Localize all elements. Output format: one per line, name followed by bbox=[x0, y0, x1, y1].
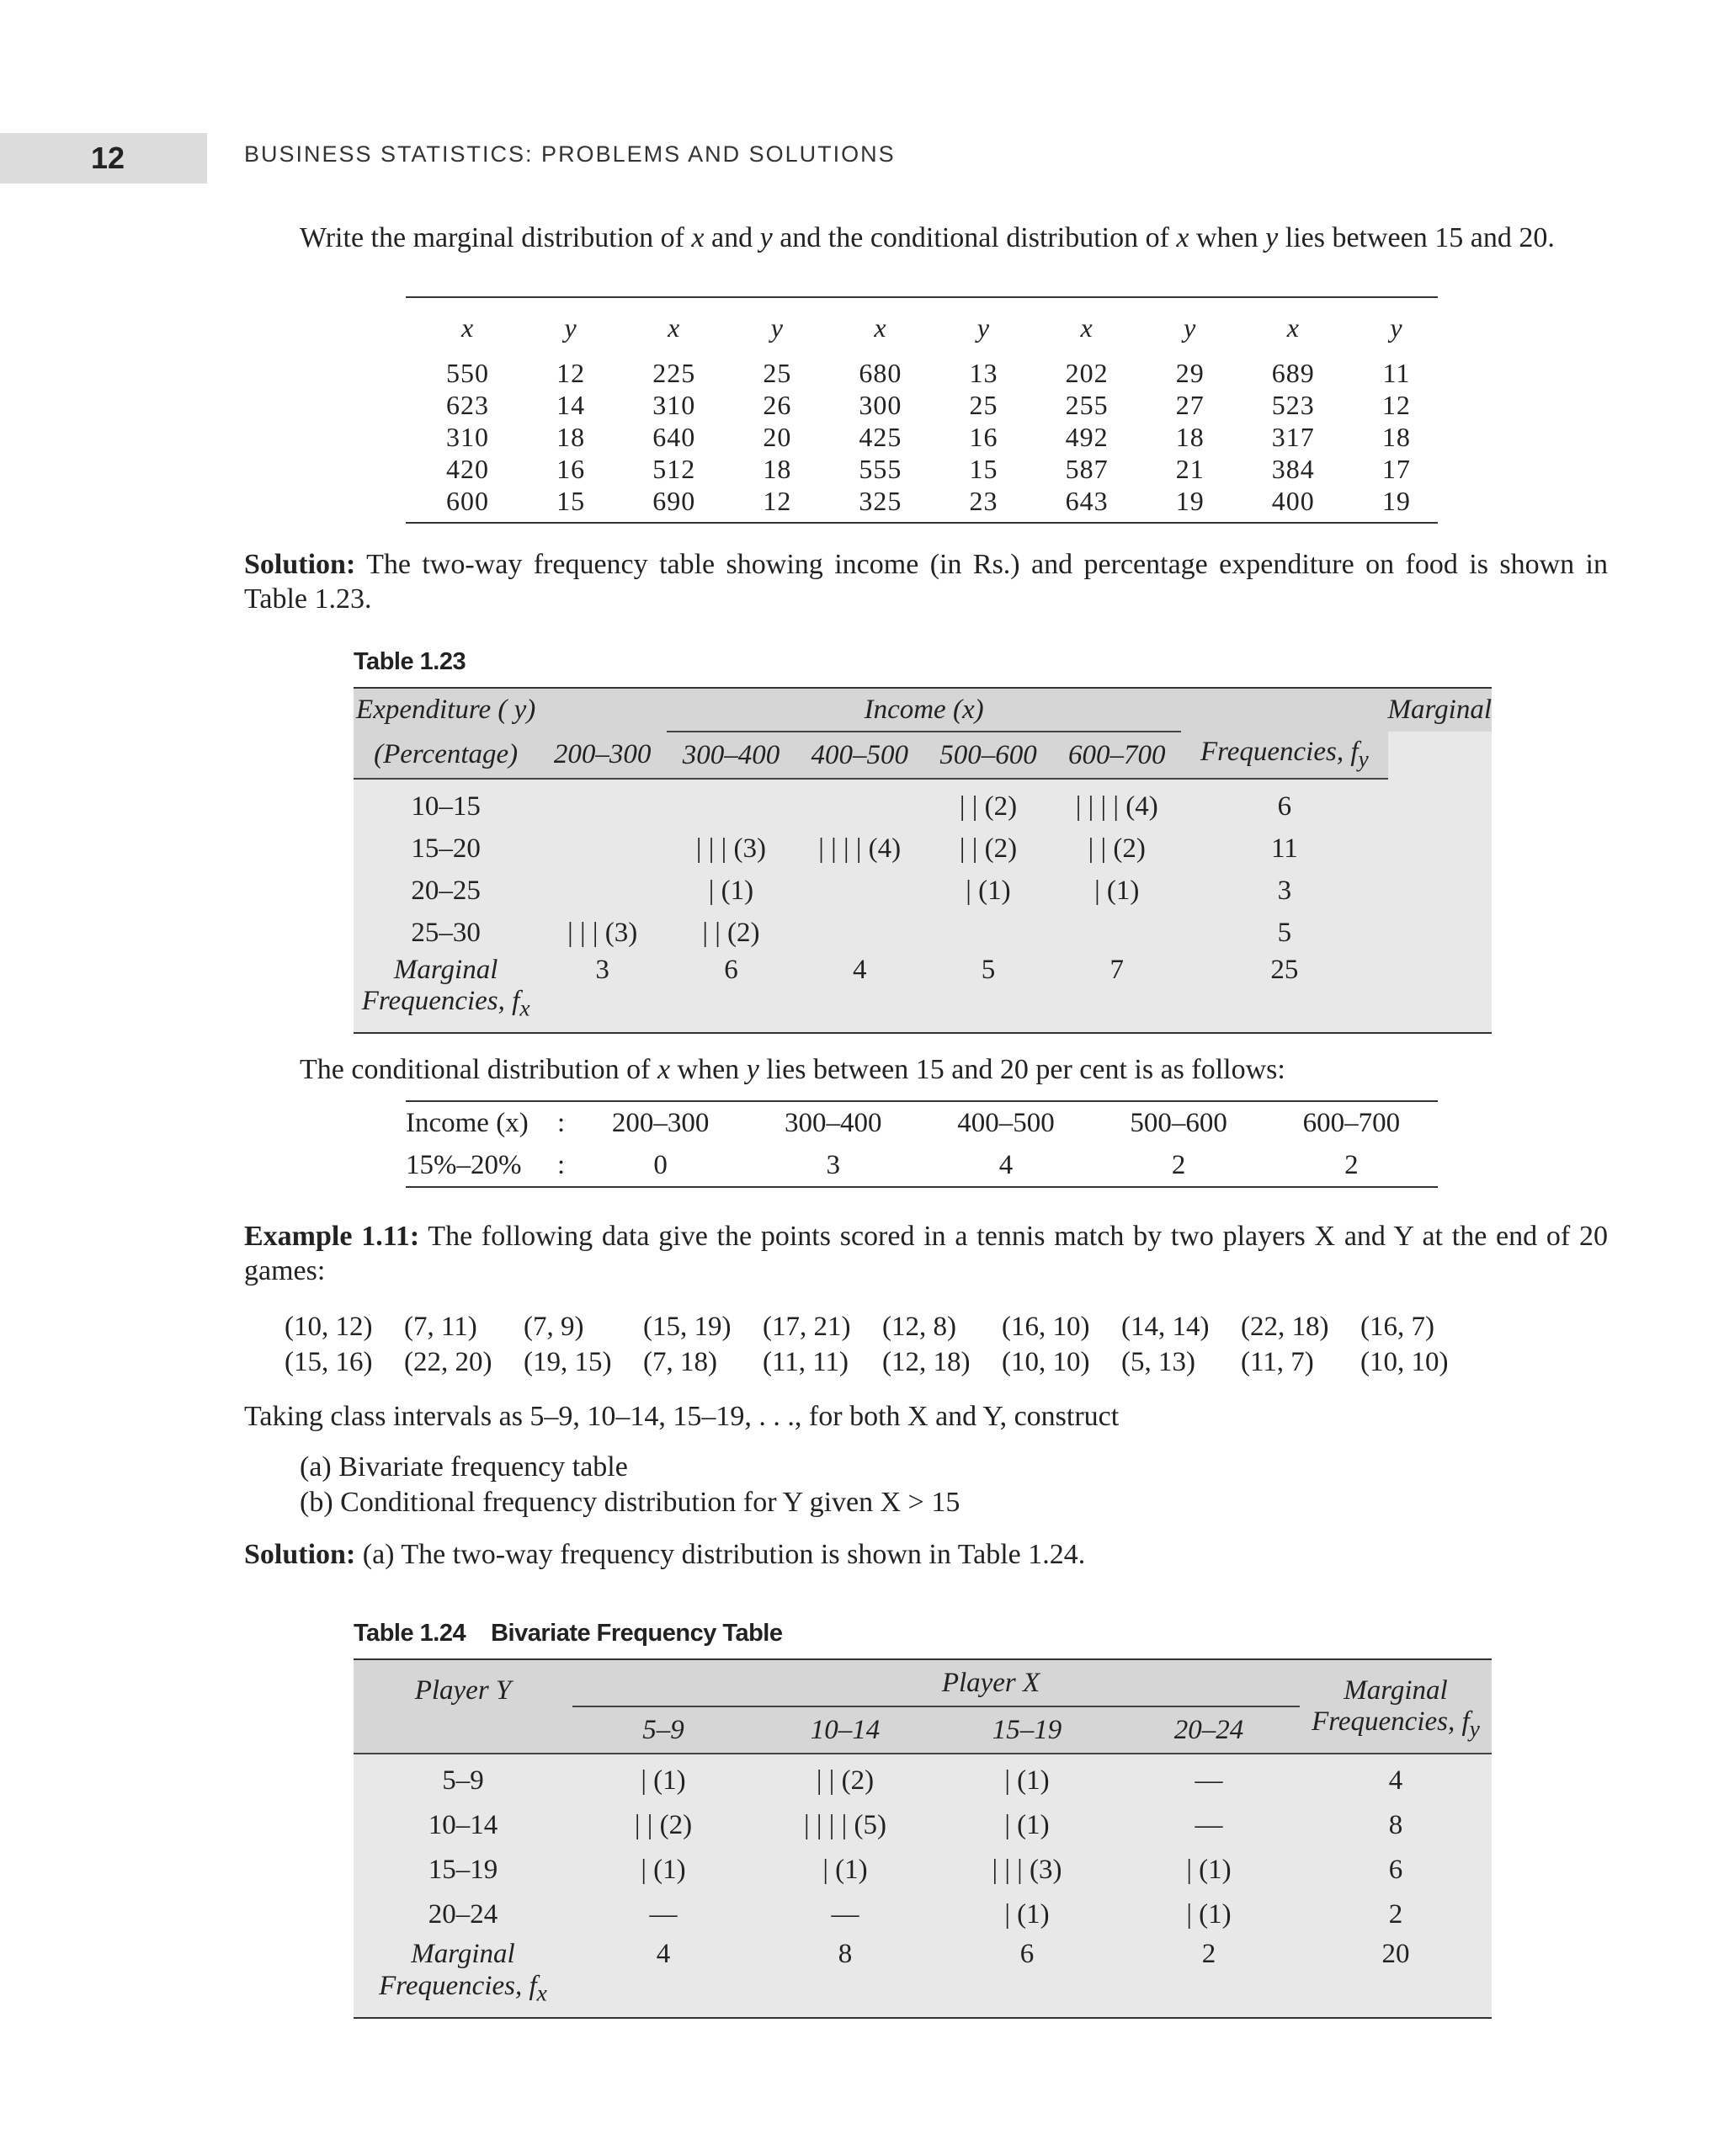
raw-cell: 255 bbox=[1065, 389, 1109, 420]
tally-cell: | (1) bbox=[641, 1765, 686, 1796]
marginal-value: 6 bbox=[724, 954, 738, 985]
tally-cell bbox=[538, 785, 667, 828]
tally-cell: | | | | (4) bbox=[1075, 791, 1158, 822]
conditional-paragraph: The conditional distribution of x when y lies between 15 and 20 per cent is as follows: bbox=[300, 1054, 1285, 1085]
tally-cell: | (1) bbox=[1004, 1810, 1050, 1840]
raw-cell: 555 bbox=[859, 453, 902, 484]
freq-row bbox=[354, 1892, 1492, 1937]
raw-cell: 225 bbox=[652, 357, 696, 388]
row-header: Expenditure ( y) bbox=[354, 688, 538, 732]
raw-cell: 18 bbox=[556, 421, 586, 452]
row-total: 2 bbox=[1388, 1899, 1403, 1930]
data-pair: (10, 12) bbox=[285, 1312, 373, 1342]
row-label: 25–30 bbox=[411, 917, 481, 948]
conditional-table bbox=[406, 1100, 1438, 1188]
raw-cell: 11 bbox=[1382, 357, 1411, 388]
freq-row bbox=[354, 912, 1492, 954]
cond-income: 500–600 bbox=[1130, 1107, 1227, 1138]
raw-cell: 492 bbox=[1065, 421, 1109, 452]
raw-cell: 425 bbox=[859, 421, 902, 452]
row-total: 4 bbox=[1388, 1765, 1403, 1796]
raw-cell: 689 bbox=[1271, 357, 1315, 388]
marginal-value: 4 bbox=[852, 954, 867, 985]
group-header-player-x: Player X bbox=[572, 1659, 1300, 1706]
tally-cell: | | | | (4) bbox=[818, 833, 902, 864]
tally-cell: | (1) bbox=[708, 875, 754, 906]
cond-income: 600–700 bbox=[1302, 1107, 1401, 1138]
data-pair: (11, 11) bbox=[763, 1347, 849, 1377]
cond-count-row bbox=[406, 1144, 1438, 1187]
marginal-value: 7 bbox=[1109, 954, 1124, 985]
raw-row bbox=[406, 485, 1438, 517]
solution-2-paragraph: Solution: (a) The two-way frequency distribution is shown in Table 1.24. bbox=[244, 1539, 1086, 1570]
raw-col-header: y bbox=[564, 311, 577, 343]
data-pairs-row-2 bbox=[285, 1344, 1480, 1380]
table-1-24 bbox=[354, 1658, 1492, 2019]
page-number: 12 bbox=[0, 133, 207, 184]
table-1-23 bbox=[354, 687, 1492, 1034]
raw-cell: 19 bbox=[1381, 485, 1411, 516]
tally-cell: | (1) bbox=[1004, 1765, 1050, 1796]
marginal-value: 5 bbox=[981, 954, 996, 985]
raw-cell: 18 bbox=[763, 453, 792, 484]
freq-row bbox=[354, 828, 1492, 870]
data-pair: (12, 8) bbox=[882, 1312, 956, 1342]
raw-cell: 623 bbox=[446, 389, 490, 420]
data-pairs-row-1 bbox=[285, 1309, 1480, 1344]
col-header: 200–300 bbox=[538, 732, 667, 779]
tally-cell bbox=[667, 785, 795, 828]
raw-cell: 15 bbox=[969, 453, 998, 484]
tally-cell: — bbox=[1195, 1810, 1223, 1840]
tally-cell: | (1) bbox=[1186, 1855, 1232, 1885]
raw-cell: 317 bbox=[1271, 421, 1315, 452]
raw-cell: 13 bbox=[969, 357, 998, 388]
raw-cell: 16 bbox=[556, 453, 586, 484]
row-label: 20–24 bbox=[428, 1899, 498, 1930]
table-1-24-caption: Table 1.24 Bivariate Frequency Table bbox=[354, 1620, 783, 1647]
raw-cell: 400 bbox=[1271, 485, 1315, 516]
data-pair: (19, 15) bbox=[524, 1347, 612, 1377]
row-total: 8 bbox=[1388, 1810, 1403, 1840]
row-total: 3 bbox=[1277, 875, 1292, 906]
colon: : bbox=[557, 1149, 566, 1180]
freq-row bbox=[354, 785, 1492, 828]
grand-total: 20 bbox=[1381, 1938, 1410, 1969]
raw-row bbox=[406, 453, 1438, 485]
row-label: 10–14 bbox=[428, 1810, 498, 1840]
col-header: 300–400 bbox=[667, 732, 795, 779]
freq-row bbox=[354, 1759, 1492, 1803]
marginal-value: 3 bbox=[595, 954, 609, 985]
raw-cell: 16 bbox=[969, 421, 998, 452]
row-header-sub: (Percentage) bbox=[354, 732, 538, 779]
raw-cell: 25 bbox=[763, 357, 792, 388]
colon: : bbox=[557, 1107, 566, 1138]
raw-col-header: y bbox=[1390, 311, 1403, 343]
col-header: 600–700 bbox=[1052, 732, 1181, 779]
row-label: 5–9 bbox=[442, 1765, 484, 1796]
raw-cell: 15 bbox=[556, 485, 586, 516]
subtask-b: (b) Conditional frequency distribution for Y given X > 15 bbox=[300, 1487, 960, 1518]
cond-count: 4 bbox=[998, 1149, 1014, 1180]
marginal-row bbox=[354, 1937, 1492, 1971]
tally-cell bbox=[795, 870, 924, 912]
data-pair: (10, 10) bbox=[1002, 1347, 1090, 1377]
raw-col-header: x bbox=[1286, 311, 1300, 343]
data-pair: (5, 13) bbox=[1121, 1347, 1195, 1377]
tally-cell: | | (2) bbox=[959, 833, 1018, 864]
row-total: 6 bbox=[1277, 791, 1292, 822]
data-pair: (16, 10) bbox=[1002, 1312, 1090, 1342]
cond-income: 200–300 bbox=[611, 1107, 710, 1138]
raw-cell: 12 bbox=[763, 485, 792, 516]
raw-cell: 18 bbox=[1175, 421, 1205, 452]
tally-cell: | | | (3) bbox=[992, 1855, 1062, 1885]
data-pair: (16, 7) bbox=[1360, 1312, 1434, 1342]
row-spacer bbox=[354, 779, 1492, 785]
raw-cell: 17 bbox=[1381, 453, 1411, 484]
intro-paragraph: Write the marginal distribution of x and y and the conditional distribution of x when y lies between 15 and 20. bbox=[300, 222, 1555, 253]
raw-cell: 23 bbox=[969, 485, 998, 516]
raw-col-header: y bbox=[1184, 311, 1197, 343]
raw-cell: 25 bbox=[969, 389, 998, 420]
data-pair: (15, 16) bbox=[285, 1347, 373, 1377]
marginal-value: 8 bbox=[838, 1938, 853, 1969]
tally-cell: — bbox=[1195, 1765, 1223, 1796]
raw-body bbox=[406, 357, 1438, 523]
marginal-value: 2 bbox=[1201, 1938, 1216, 1969]
data-pair: (12, 18) bbox=[882, 1347, 971, 1377]
cond-income: 400–500 bbox=[957, 1107, 1055, 1138]
data-pair: (10, 10) bbox=[1360, 1347, 1449, 1377]
raw-cell: 690 bbox=[652, 485, 696, 516]
tally-cell bbox=[538, 828, 667, 870]
row-header: Player Y bbox=[354, 1659, 572, 1706]
tally-cell bbox=[795, 785, 924, 828]
tally-cell: — bbox=[649, 1899, 678, 1930]
freq-row bbox=[354, 1803, 1492, 1848]
raw-cell: 643 bbox=[1065, 485, 1109, 516]
col-header: 20–24 bbox=[1118, 1706, 1300, 1754]
marginal-header-sub: Frequencies, $f_y$ bbox=[1300, 1706, 1492, 1754]
tally-cell: | (1) bbox=[966, 875, 1011, 906]
raw-cell: 587 bbox=[1065, 453, 1109, 484]
cond-count: 0 bbox=[653, 1149, 668, 1180]
row-label: 15–20 bbox=[411, 833, 481, 864]
tally-cell: | | | (3) bbox=[695, 833, 766, 864]
table-1-24-body bbox=[354, 1754, 1492, 1937]
row-total: 11 bbox=[1270, 833, 1298, 864]
running-title: BUSINESS STATISTICS: PROBLEMS AND SOLUTIONS bbox=[244, 141, 896, 167]
marginal-row-label-sub: Frequencies, $f_x$ bbox=[379, 1971, 547, 2006]
col-header: 500–600 bbox=[924, 732, 1053, 779]
cond-count: 3 bbox=[826, 1149, 841, 1180]
col-header: 400–500 bbox=[795, 732, 924, 779]
raw-cell: 20 bbox=[763, 421, 792, 452]
raw-col-header: x bbox=[874, 311, 887, 343]
raw-row bbox=[406, 421, 1438, 453]
example-paragraph: Example 1.11: The following data give the points scored in a tennis match by two players X and Y at the end of 20 games: bbox=[244, 1221, 1608, 1286]
subtask-a: (a) Bivariate frequency table bbox=[300, 1451, 628, 1483]
raw-col-header: x bbox=[668, 311, 681, 343]
tally-cell bbox=[924, 912, 1053, 954]
row-total: 5 bbox=[1277, 917, 1292, 948]
tally-cell bbox=[1052, 912, 1181, 954]
marginal-row-label-sub: Frequencies, $f_x$ bbox=[361, 986, 530, 1021]
raw-spacer bbox=[406, 517, 1438, 523]
tally-cell bbox=[795, 912, 924, 954]
raw-cell: 600 bbox=[446, 485, 490, 516]
raw-cell: 384 bbox=[1271, 453, 1315, 484]
solution-1-paragraph: Solution: The two-way frequency table showing income (in Rs.) and percentage expenditure on food is shown in Table 1.23. bbox=[244, 549, 1608, 615]
row-label: 20–25 bbox=[411, 875, 481, 906]
data-pair: (17, 21) bbox=[763, 1312, 851, 1342]
raw-cell: 512 bbox=[652, 453, 696, 484]
freq-row bbox=[354, 1848, 1492, 1892]
marginal-row-label: Marginal bbox=[393, 954, 498, 985]
cond-row-label: 15%–20% bbox=[406, 1149, 522, 1180]
raw-data-table bbox=[406, 296, 1438, 524]
raw-cell: 640 bbox=[652, 421, 696, 452]
marginal-value: 4 bbox=[656, 1938, 671, 1969]
data-pair: (22, 18) bbox=[1241, 1312, 1329, 1342]
marginal-row-label: Marginal bbox=[411, 1938, 515, 1969]
tally-cell: | (1) bbox=[1094, 875, 1140, 906]
marginal-row bbox=[354, 954, 1492, 986]
marginal-header-sub: Frequencies, $f_y$ bbox=[1181, 732, 1387, 779]
raw-cell: 523 bbox=[1271, 389, 1315, 420]
cond-income: 300–400 bbox=[785, 1107, 882, 1138]
col-header: 5–9 bbox=[572, 1706, 754, 1754]
raw-cell: 12 bbox=[556, 357, 586, 388]
marginal-header: Marginal bbox=[1388, 688, 1492, 732]
data-pair: (7, 18) bbox=[643, 1347, 717, 1377]
data-pair: (7, 11) bbox=[404, 1312, 477, 1342]
cond-row-label: Income (x) bbox=[406, 1107, 529, 1138]
raw-cell: 550 bbox=[446, 357, 490, 388]
tally-cell: | (1) bbox=[641, 1855, 686, 1885]
data-pair: (22, 20) bbox=[404, 1347, 492, 1377]
tally-cell: | | (2) bbox=[959, 791, 1018, 822]
table-1-23-body bbox=[354, 779, 1492, 954]
marginal-header: Marginal bbox=[1300, 1659, 1492, 1706]
raw-cell: 12 bbox=[1381, 389, 1411, 420]
raw-cell: 27 bbox=[1175, 389, 1205, 420]
col-header: 10–14 bbox=[754, 1706, 936, 1754]
tally-cell: — bbox=[831, 1899, 859, 1930]
raw-cell: 29 bbox=[1175, 357, 1205, 388]
raw-cell: 18 bbox=[1381, 421, 1411, 452]
raw-cell: 420 bbox=[446, 453, 490, 484]
task-paragraph: Taking class intervals as 5–9, 10–14, 15–19, . . ., for both X and Y, construct bbox=[244, 1401, 1120, 1432]
tally-cell: | | (2) bbox=[702, 917, 760, 948]
data-pair: (14, 14) bbox=[1121, 1312, 1210, 1342]
tally-cell bbox=[538, 870, 667, 912]
group-header-income: Income (x) bbox=[667, 688, 1181, 732]
raw-cell: 325 bbox=[859, 485, 902, 516]
raw-cell: 680 bbox=[859, 357, 902, 388]
cond-count: 2 bbox=[1171, 1149, 1186, 1180]
col-header: 15–19 bbox=[936, 1706, 1118, 1754]
data-pair: (15, 19) bbox=[643, 1312, 732, 1342]
raw-cell: 310 bbox=[652, 389, 696, 420]
tally-cell: | (1) bbox=[1004, 1899, 1050, 1930]
tally-cell: | | (2) bbox=[1088, 833, 1146, 864]
raw-col-header: y bbox=[770, 311, 784, 343]
data-pair: (7, 9) bbox=[524, 1312, 584, 1342]
raw-col-header: x bbox=[1080, 311, 1093, 343]
table-1-23-caption: Table 1.23 bbox=[354, 648, 466, 675]
tally-cell: | | (2) bbox=[634, 1810, 693, 1840]
raw-row bbox=[406, 357, 1438, 389]
tally-cell: | (1) bbox=[1186, 1899, 1232, 1930]
row-label: 15–19 bbox=[428, 1855, 498, 1885]
raw-cell: 26 bbox=[763, 389, 792, 420]
data-pair: (11, 7) bbox=[1241, 1347, 1314, 1377]
raw-col-header: y bbox=[976, 311, 991, 343]
tally-cell: | | (2) bbox=[816, 1765, 875, 1796]
grand-total: 25 bbox=[1270, 954, 1299, 985]
tally-cell: | | | (3) bbox=[567, 917, 638, 948]
row-label: 10–15 bbox=[411, 791, 481, 822]
raw-header-row bbox=[406, 297, 1438, 357]
tally-cell: | (1) bbox=[822, 1855, 868, 1885]
raw-cell: 21 bbox=[1175, 453, 1205, 484]
cond-count: 2 bbox=[1344, 1149, 1359, 1180]
raw-cell: 19 bbox=[1175, 485, 1205, 516]
raw-cell: 310 bbox=[446, 421, 490, 452]
row-total: 6 bbox=[1388, 1855, 1403, 1885]
raw-cell: 14 bbox=[556, 389, 586, 420]
cond-income-row bbox=[406, 1101, 1438, 1144]
raw-cell: 202 bbox=[1065, 357, 1109, 388]
tally-cell: | | | | (5) bbox=[804, 1810, 886, 1840]
raw-col-header: x bbox=[460, 311, 475, 343]
marginal-value: 6 bbox=[1019, 1938, 1035, 1969]
freq-row bbox=[354, 870, 1492, 912]
raw-row bbox=[406, 389, 1438, 421]
raw-cell: 300 bbox=[859, 389, 902, 420]
